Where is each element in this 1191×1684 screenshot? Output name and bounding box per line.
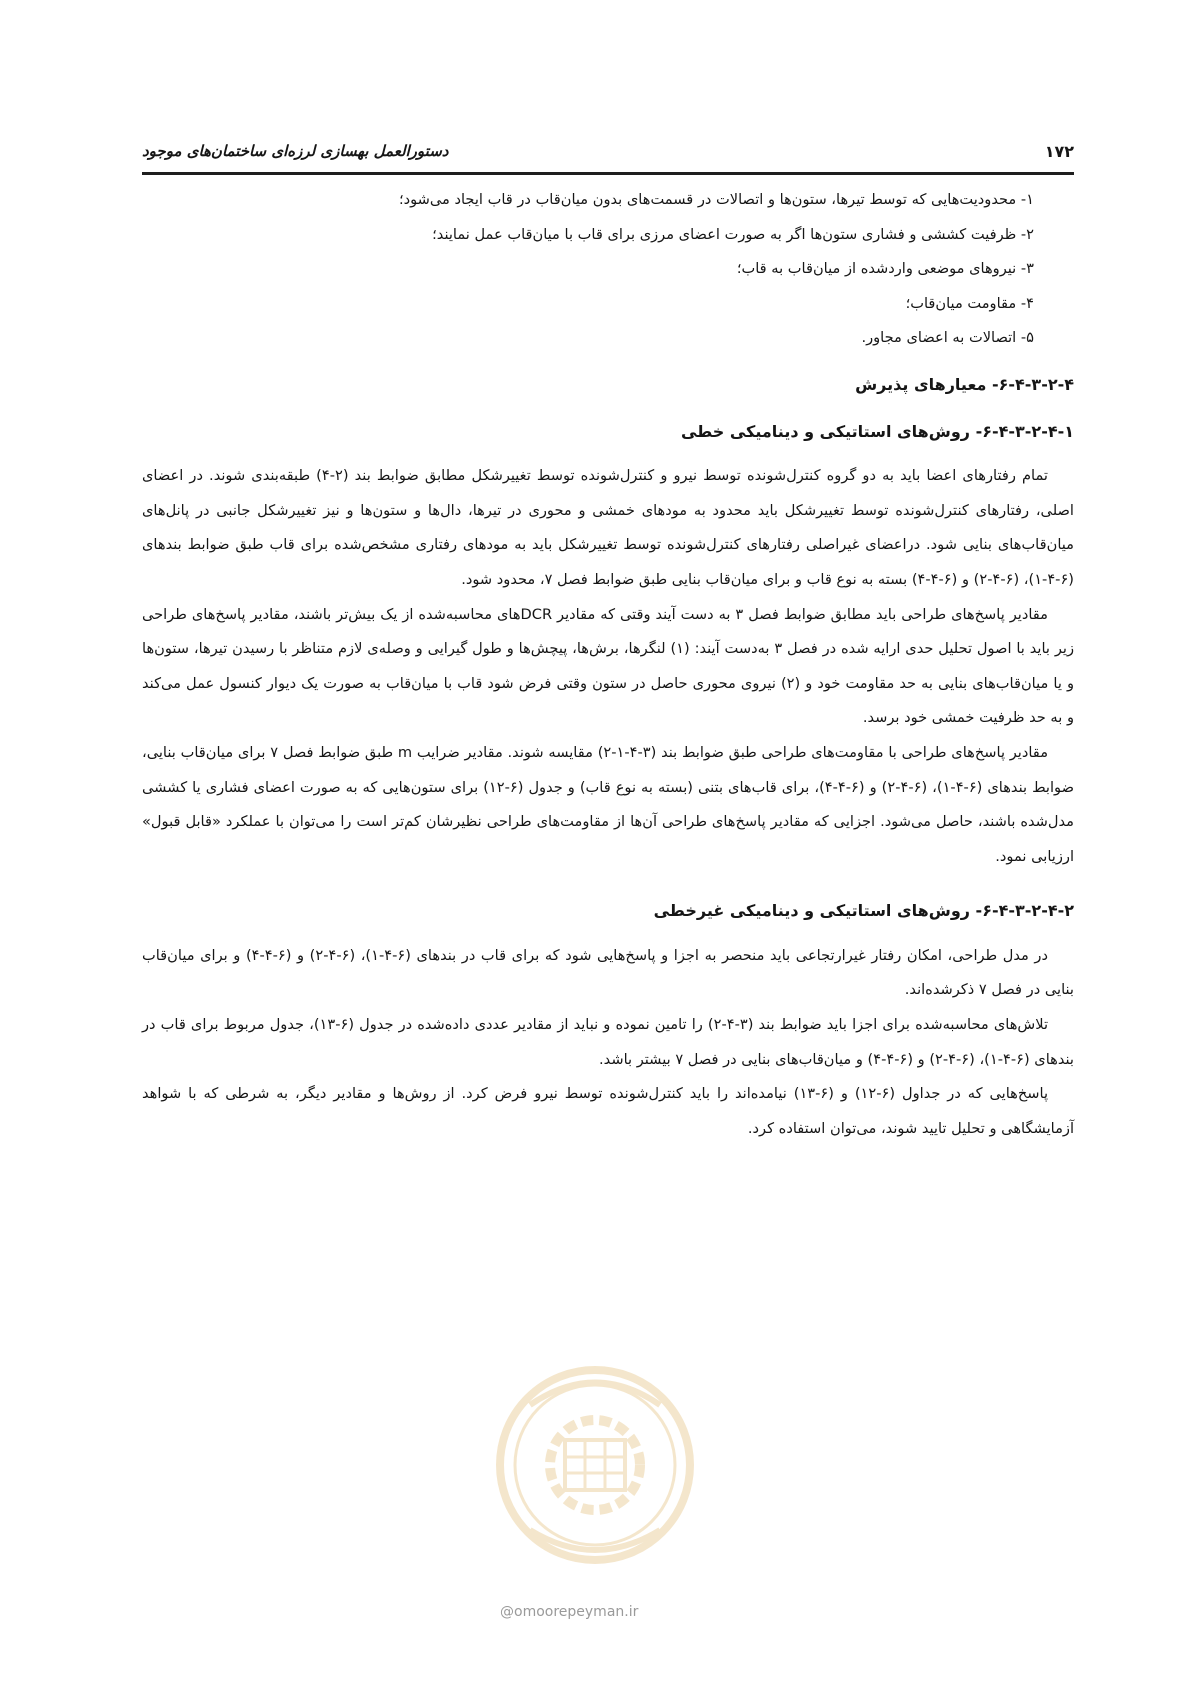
omoore-peyman-seal-icon bbox=[470, 1345, 720, 1635]
list-item: ۲- ظرفیت کششی و فشاری ستون‌ها اگر به صورت اعضای مرزی برای قاب با میان‌قاب عمل نمایند؛ bbox=[432, 225, 1034, 243]
list-item: ۱- محدودیت‌هایی که توسط تیرها، ستون‌ها و اتصالات در قسمت‌های بدون میان‌قاب در قاب ایجاد می‌شود؛ bbox=[398, 191, 1034, 208]
paragraph-nonlinear-3: پاسخ‌هایی که در جداول (۶-۱۲) و (۶-۱۳) نیامده‌اند را باید کنترل‌شونده توسط نیرو فرض کرد. از روش‌ها و مقادیر دیگر، به شرطی که با شواهد آزمایشگاهی و تحلیل تایید شوند، می‌توان استفاده کرد. bbox=[142, 1085, 1074, 1137]
heading-nonlinear-methods: ۶-۴-۳-۲-۴-۲- روش‌های استاتیکی و دینامیکی غیرخطی bbox=[653, 901, 1074, 921]
paragraph-linear-2: مقادیر پاسخ‌های طراحی باید مطابق ضوابط فصل ۳ به دست آیند وقتی که مقادیر DCRهای محاسبه‌شده از یک بیش‌تر باشند، مقادیر پاسخ‌های طراحی زیر باید با اصول تحلیل حدی ارایه شده در فصل ۳ به‌دست آیند: (۱) لنگرها، برش‌ها، پیچش‌ها و طول گیرایی و وصله‌ی لازم متناظر با رسیدن تیرها، ستون‌ها و یا میان‌قاب‌های بنایی به حد مقاومت خود و (۲) نیروی محوری حاصل در ستون وقتی فرض شود قاب با میان‌قاب به صورت یک دیوار کنسول عمل می‌کند و به حد ظرفیت خمشی خود برسد. bbox=[142, 605, 1075, 727]
header-divider bbox=[142, 172, 1074, 175]
page-content bbox=[142, 183, 1074, 1146]
section-gap bbox=[142, 874, 1074, 882]
heading-linear-methods: ۶-۴-۳-۲-۴-۱- روش‌های استاتیکی و دینامیکی خطی bbox=[680, 421, 1074, 441]
list-item: ۳- نیروهای موضعی واردشده از میان‌قاب به قاب؛ bbox=[736, 260, 1034, 278]
list-item: ۵- اتصالات به اعضای مجاور. bbox=[861, 329, 1034, 347]
paragraph-nonlinear-2: تلاش‌های محاسبه‌شده برای اجزا باید ضوابط بند (۳-۴-۲) را تامین نموده و نباید از مقادیر عددی داده‌شده در جدول (۶-۱۳)، جدول مربوط برای قاب در بندهای (۶-۴-۱)، (۶-۴-۲) و (۶-۴-۴) و میان‌قاب‌های بنایی در فصل ۷ بیشتر باشد. bbox=[142, 1016, 1074, 1068]
paragraph-linear-1: تمام رفتارهای اعضا باید به دو گروه کنترل‌شونده توسط نیرو و کنترل‌شونده توسط تغییرشکل مطابق ضوابط بند (۲-۴) طبقه‌بندی شوند. در اعضای اصلی، رفتارهای کنترل‌شونده توسط تغییرشکل باید محدود به مودهای خمشی و محوری در تیرها، دال‌ها و ستون‌ها و نیز تغییرشکل جانبی در پانل‌های میان‌قاب‌های بنایی شود. دراعضای غیراصلی رفتارهای کنترل‌شونده توسط تغییرشکل باید به مودهای رفتاری مشخص‌شده برای قاب طبق ضوابط بندهای (۶-۴-۱)، (۶-۴-۲) و (۶-۴-۴) بسته به نوع قاب و برای میان‌قاب بنایی طبق ضوابط فصل ۷، محدود شود. bbox=[142, 467, 1074, 588]
list-item: ۴- مقاومت میان‌قاب؛ bbox=[905, 294, 1034, 312]
heading-acceptance-criteria: ۶-۴-۳-۲-۴- معیارهای پذیرش bbox=[855, 374, 1074, 394]
paragraph-nonlinear-1: در مدل طراحی، امکان رفتار غیرارتجاعی باید منحصر به اجزا و پاسخ‌هایی شود که برای قاب در بندهای (۶-۴-۱)، (۶-۴-۲) و (۶-۴-۴) و برای میان‌قاب بنایی در فصل ۷ ذکرشده‌اند. bbox=[142, 946, 1074, 999]
watermark-website: @omoorepeyman.ir bbox=[500, 1604, 639, 1620]
page-number: ۱۷۲ bbox=[1044, 141, 1074, 161]
paragraph-linear-3: مقادیر پاسخ‌های طراحی با مقاومت‌های طراحی طبق ضوابط بند (۳-۴-۱-۲) مقایسه شوند. مقادیر ضرایب m طبق ضوابط فصل ۷ برای میان‌قاب بنایی، ضوابط بندهای (۶-۴-۱)، (۶-۴-۲) و (۶-۴-۴)، برای قاب‌های بتنی (بسته به نوع قاب) و جدول (۶-۱۲) برای ستون‌هایی که به صورت اعضای فشاری یا کششی مدل‌شده باشند، حاصل می‌شود. اجزایی که مقادیر پاسخ‌های طراحی آن‌ها از مقاومت‌های طراحی نظیرشان کم‌تر است را می‌توان با عملکرد «قابل قبول» ارزیابی نمود. bbox=[142, 743, 1074, 865]
page-header bbox=[142, 138, 1074, 164]
limitations-list bbox=[142, 183, 1074, 356]
running-title: دستورالعمل بهسازی لرزه‌ای ساختمان‌های موجود bbox=[142, 142, 449, 160]
